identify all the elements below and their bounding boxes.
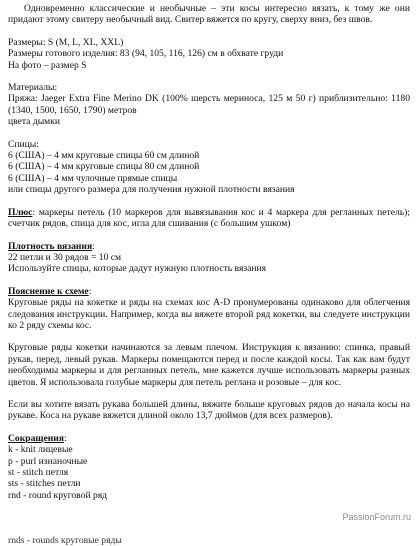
materials-block [8,82,410,128]
needles-block [8,139,410,196]
document-body [8,3,410,512]
finished-size-line: Размеры готового изделия: 83 (94, 105, 116, 126) см в обхвате груди [8,48,284,60]
abbreviations-label: Сокращения [8,432,64,444]
notions-paragraph [8,207,410,230]
sleeve-paragraph: Если вы хотите вязать рукава большей длины, вяжите больше круговых рядов до начала косы на рукаве. Коса на рукаве вяжется длиной около 13,7 дюймов (для всех размеров). [8,398,410,422]
needle-item: 6 (США) – 4 мм круговые спицы 60 см длиной [8,150,200,162]
yarn-text: Пряжа: Jaeger Extra Fine Merino DK (100% шерсть мериноса, 125 м 50 г) приблизительно: 1180 (1340, 1500, 1650, 1790) метров [8,93,410,116]
abbreviations-colon: : [64,432,67,444]
intro-paragraph: Одновременно классические и необычные – эти косы интересно вязать, к тому же они придают этому свитеру необычный вид. Свитер вяжется по кругу, сверху вниз, без швов. [8,3,410,26]
abbreviation-item: sts - stitches петли [8,478,81,490]
abbreviation-item: p - purl изнаночные [8,455,88,467]
needles-heading: Спицы: [8,138,39,150]
needle-item: 6 (США) – 4 мм круговые спицы 80 см длиной [8,161,200,173]
chart-notes-colon: : [88,285,92,297]
needle-item: 6 (США) – 4 мм чулочные прямые спицы [8,172,178,184]
chart-notes-text: Круговые ряды на кокетке и ряды на схемах кос A-D пронумерованы одинаково для облегчения следования инструкции. Например, когда вы вяжете второй ряд кокетки, вы следуете инструкции ко 2 ряду схемы кос. [8,297,410,331]
watermark: PassionForum.ru [342,511,411,522]
chart-notes-label: Пояснение к схеме [8,285,89,297]
notions-label: Плюс [8,206,33,218]
sizes-line: Размеры: S (M, L, XL, XXL) [8,36,124,48]
materials-heading: Материалы: [8,82,58,94]
abbreviations-block [8,433,410,501]
gauge-colon: : [92,240,95,252]
gauge-block [8,241,410,275]
photo-size-line: На фото – размер S [8,59,87,71]
chart-notes-block [8,286,410,332]
sizes-block [8,37,410,71]
yarn-color: цвета дымки [8,116,61,128]
abbreviation-item: k - knit лицевые [8,444,73,456]
notions-text: : маркеры петель (10 маркеров для вывязывания кос и 4 маркера для регланных петель); счетчик рядов, спица для кос, игла для сшивания (с большим ушком) [8,206,410,230]
gauge-note: Используйте спицы, которые дадут нужную плотность вязания [8,263,267,275]
abbreviation-item-cut: rnds - rounds круговые ряды [8,534,122,546]
gauge-value: 22 петли и 30 рядов = 10 см [8,251,122,263]
yoke-paragraph: Круговые ряды кокетки начинаются за левым плечом. Инструкция к вязанию: спинка, правый рукав, перед, левый рукав. Маркеры помещаются перед и после каждой косы. Так как вам будут необходимы маркеры и для регланных петель, мне кажется лучше использовать маркеры разных цветов. Я использовала голубые маркеры для петель реглана и розовые – для кос. [8,342,410,388]
needle-item: или спицы другого размера для получения нужной плотности вязания [8,184,295,196]
gauge-label: Плотность вязания [8,240,93,252]
abbreviation-item: rnd - round круговой ряд [8,489,108,501]
abbreviation-item: st - stitch петля [8,467,69,478]
